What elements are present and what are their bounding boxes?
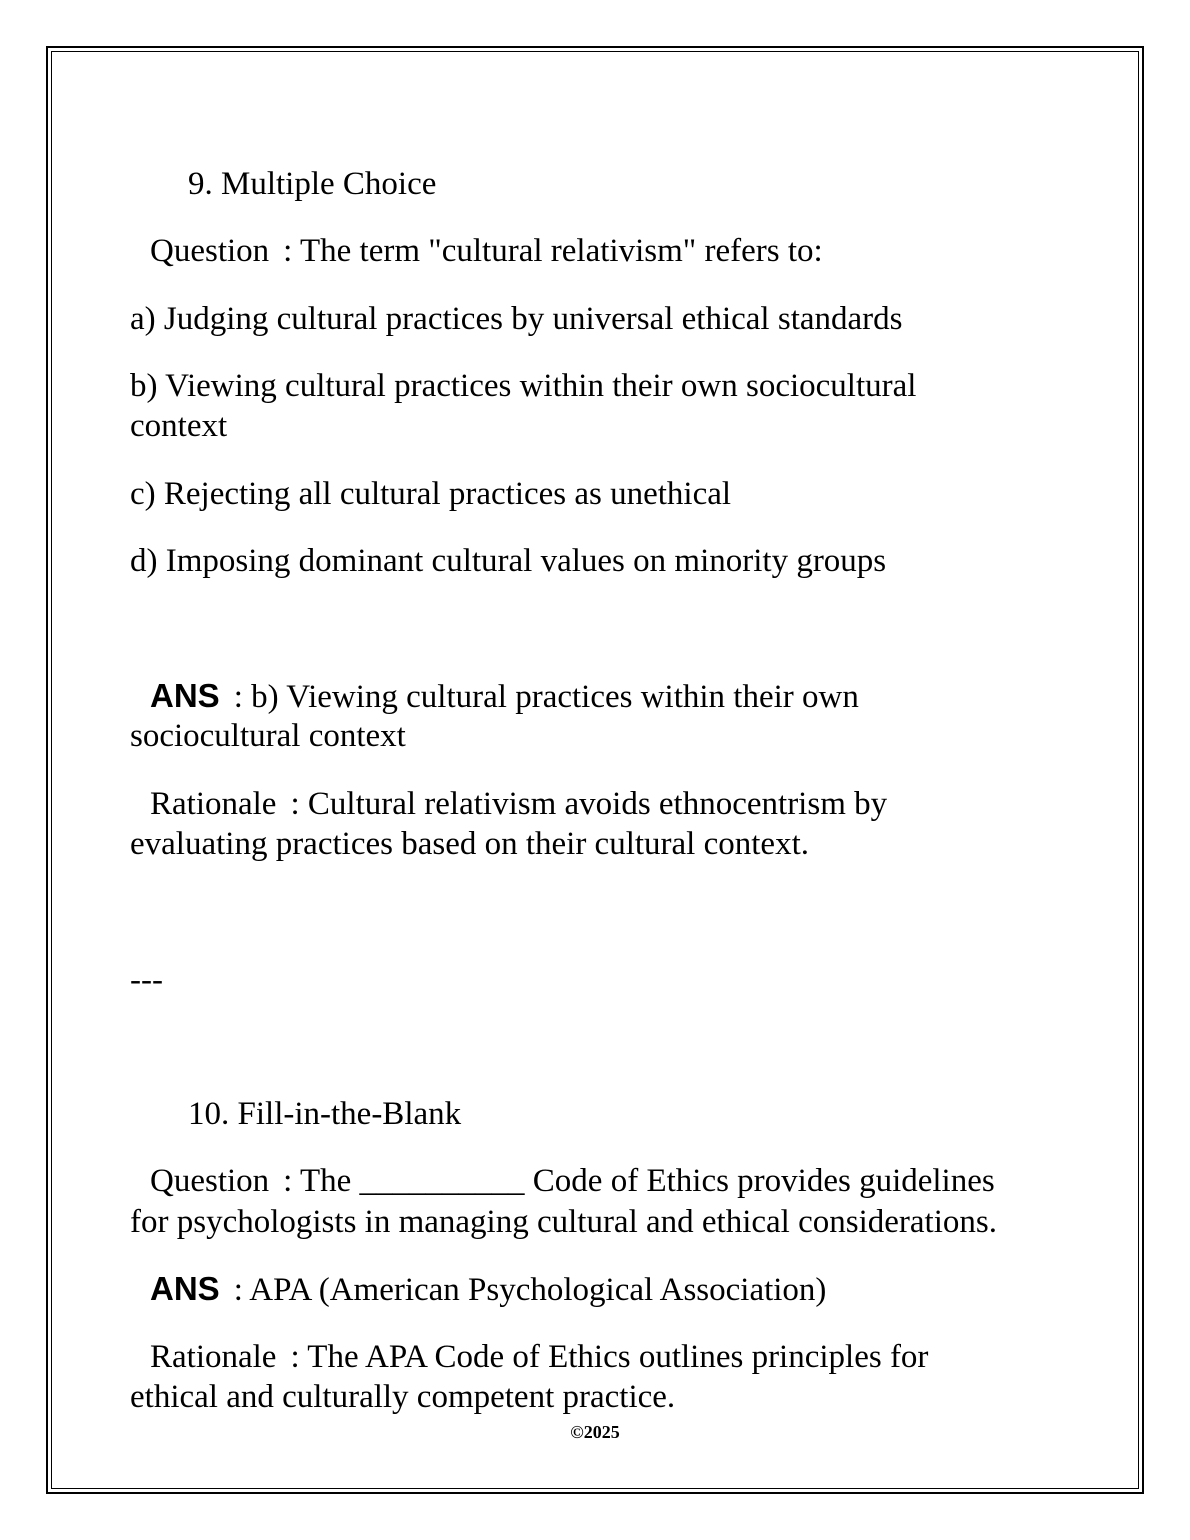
q10-question-label: Question	[150, 1163, 270, 1199]
q9-option-b-cont: context	[130, 408, 228, 444]
q10-rationale-cont: ethical and culturally competent practice.	[130, 1379, 676, 1415]
q9-ans-label: ANS	[150, 677, 220, 714]
q9-answer	[150, 676, 859, 717]
q10-rationale	[150, 1337, 928, 1377]
q10-question	[150, 1161, 995, 1201]
q9-option-b: b) Viewing cultural practices within their own sociocultural	[130, 368, 917, 404]
q9-rationale-label: Rationale	[150, 786, 277, 822]
q10-answer	[150, 1269, 826, 1310]
q9-option-c: c) Rejecting all cultural practices as unethical	[130, 476, 732, 512]
q10-question-text: : The __________ Code of Ethics provides guidelines	[283, 1163, 995, 1199]
q9-heading: 9. Multiple Choice	[188, 166, 437, 202]
q9-option-a: a) Judging cultural practices by universal ethical standards	[130, 301, 903, 337]
section-divider: ---	[130, 962, 163, 998]
q10-rationale-label: Rationale	[150, 1339, 277, 1375]
q10-question-cont: for psychologists in managing cultural and ethical considerations.	[130, 1204, 997, 1240]
q9-rationale-text: : Cultural relativism avoids ethnocentrism by	[290, 786, 888, 822]
q9-ans-text-cont: sociocultural context	[130, 718, 406, 754]
q9-rationale	[150, 784, 887, 824]
q9-question	[150, 231, 823, 271]
q9-question-label: Question	[150, 233, 270, 269]
q9-ans-text: : b) Viewing cultural practices within their own	[233, 679, 859, 715]
q9-rationale-cont: evaluating practices based on their cultural context.	[130, 826, 809, 862]
q9-option-d: d) Imposing dominant cultural values on minority groups	[130, 543, 887, 579]
q9-question-text: : The term "cultural relativism" refers to:	[283, 233, 823, 269]
copyright-footer: ©2025	[570, 1422, 620, 1442]
q10-ans-label: ANS	[150, 1270, 220, 1307]
q10-heading: 10. Fill-in-the-Blank	[188, 1096, 462, 1132]
q10-ans-text: : APA (American Psychological Association)	[233, 1272, 827, 1308]
q10-rationale-text: : The APA Code of Ethics outlines principles for	[290, 1339, 929, 1375]
